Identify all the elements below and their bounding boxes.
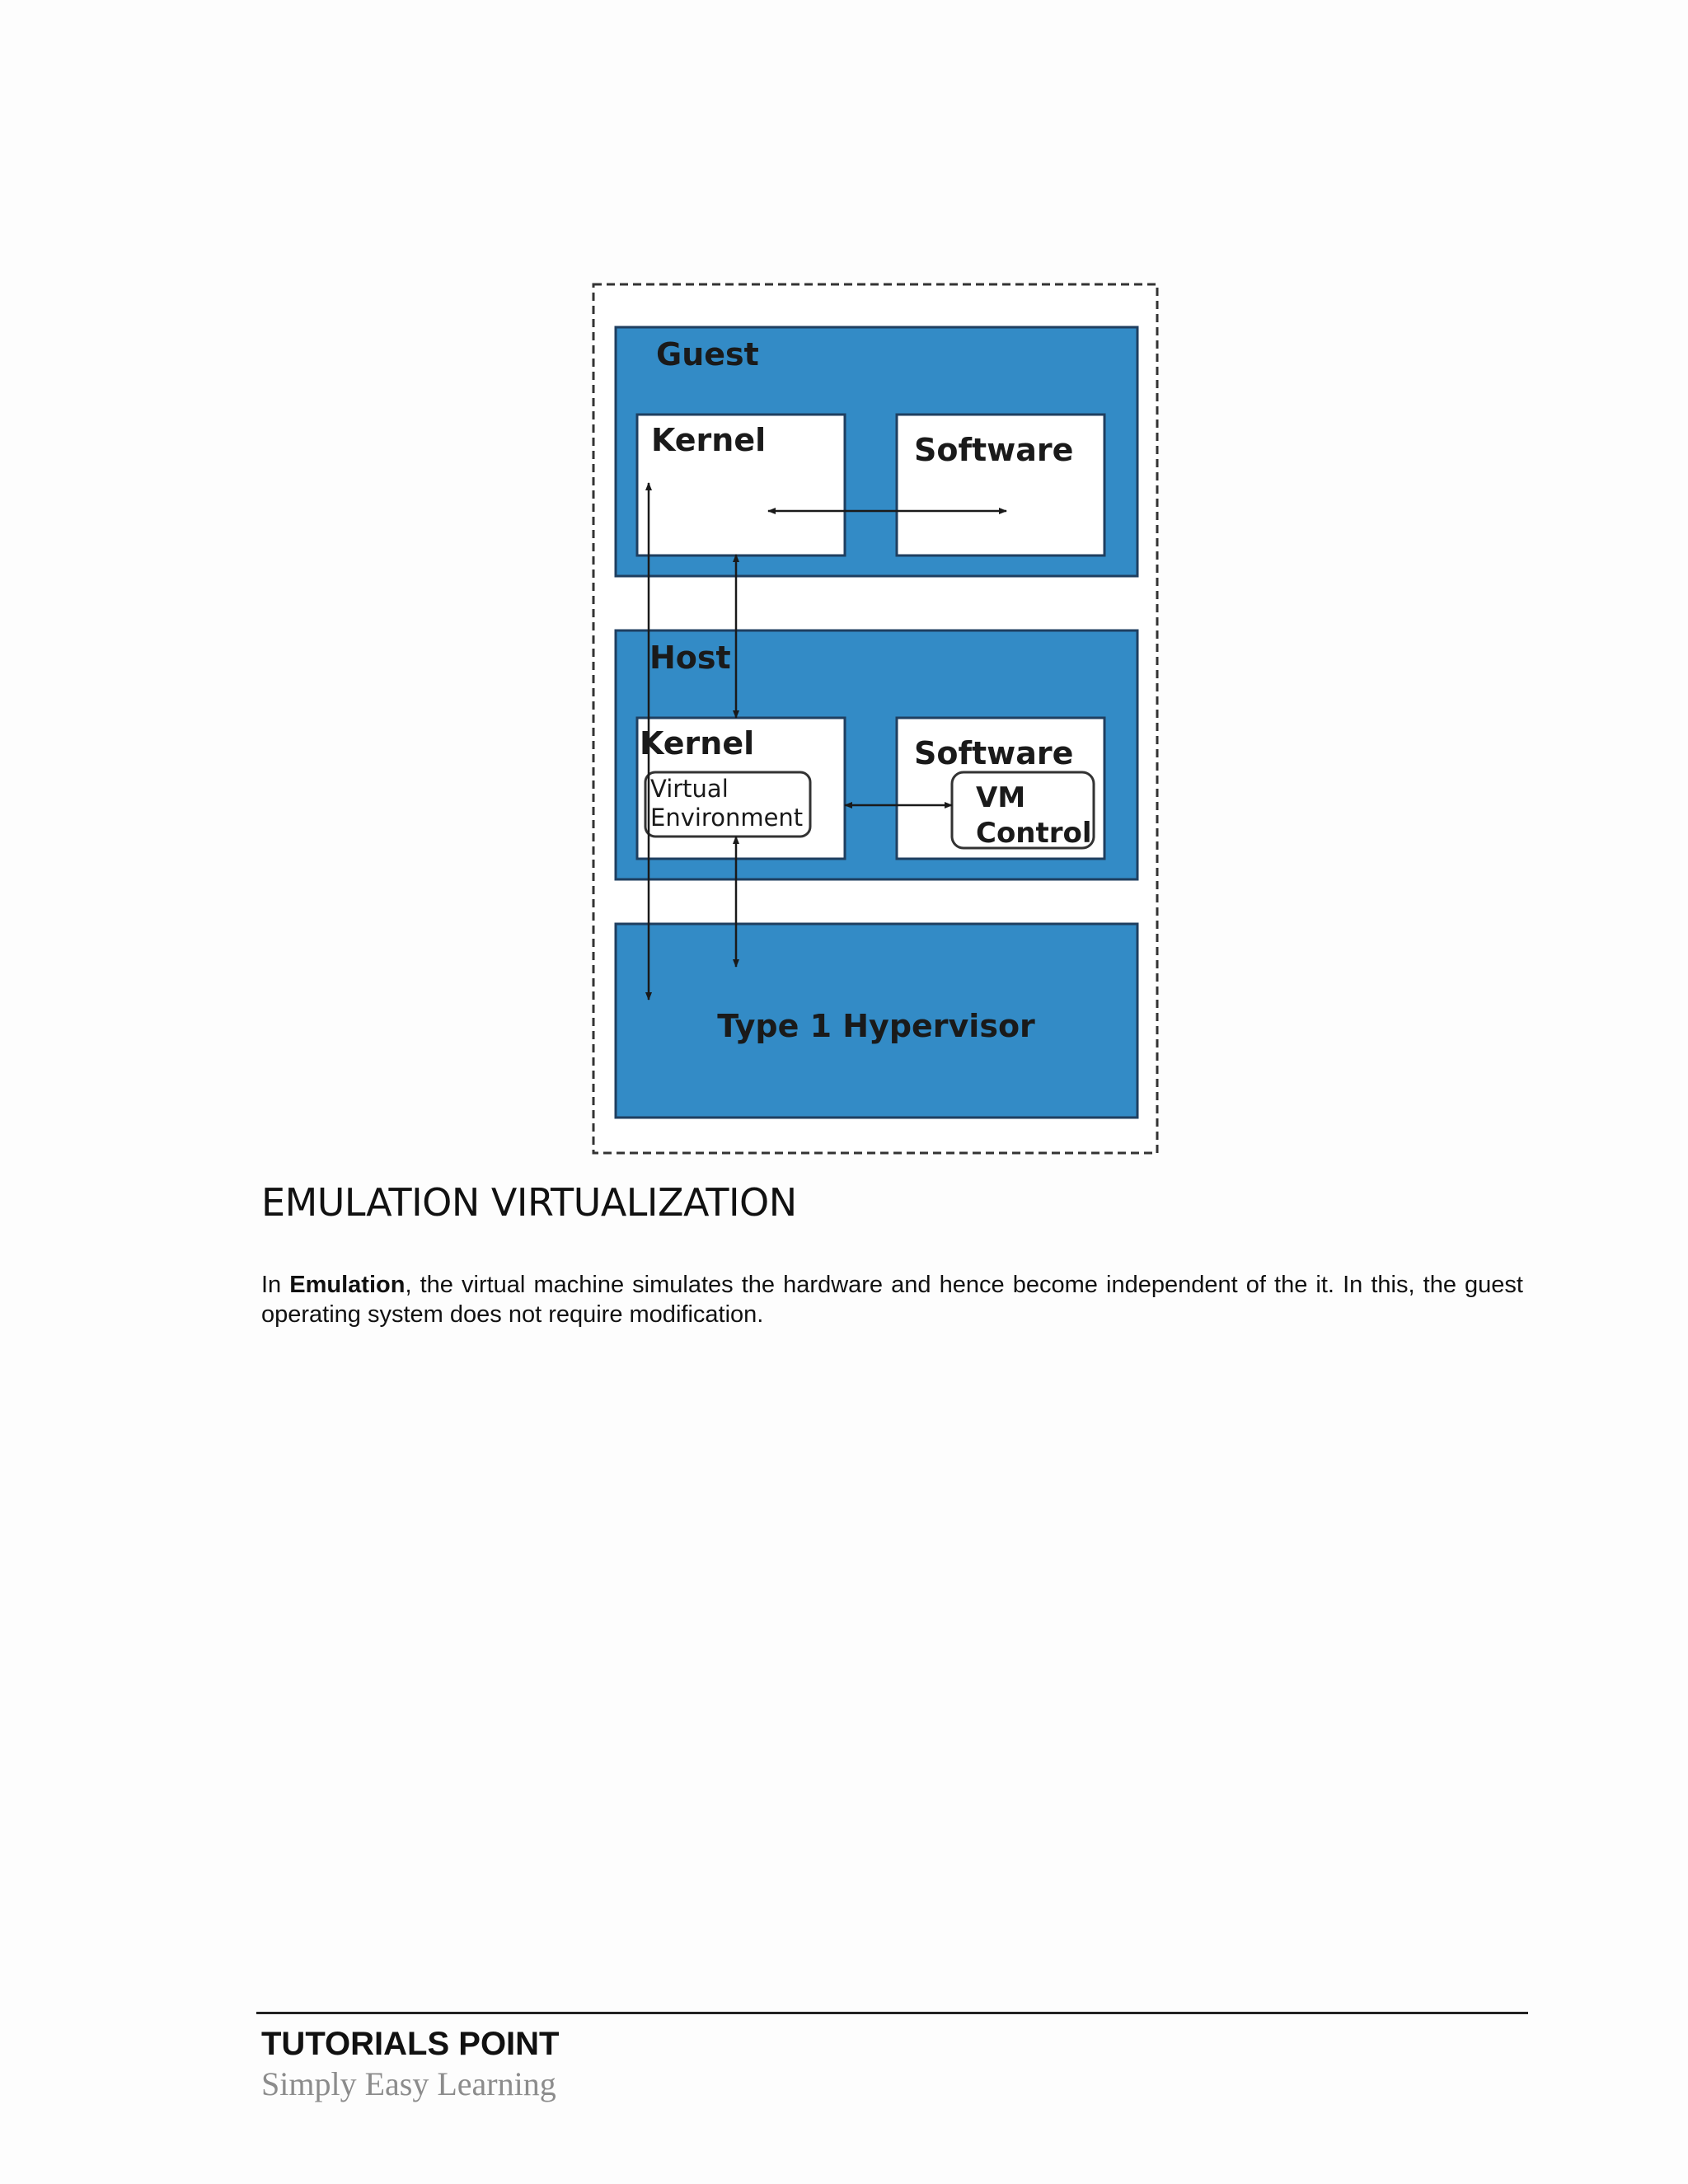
guest-title: Guest: [656, 336, 759, 373]
paragraph-bold-term: Emulation: [289, 1272, 406, 1298]
host-title: Host: [649, 640, 731, 676]
virtualization-diagram: [592, 283, 1159, 1155]
footer-tagline: Simply Easy Learning: [261, 2065, 556, 2102]
guest-layer: [616, 327, 1137, 576]
virtual-environment-label-line1: Virtual: [650, 775, 729, 803]
guest-kernel-label: Kernel: [651, 422, 767, 458]
section-heading: EMULATION VIRTUALIZATION: [261, 1180, 797, 1225]
virtual-environment-label-line2: Environment: [650, 804, 804, 832]
footer-brand: TUTORIALS POINT: [261, 2026, 560, 2062]
guest-software-label: Software: [914, 432, 1074, 468]
host-kernel-label: Kernel: [640, 725, 755, 762]
footer-divider: [256, 2012, 1528, 2014]
hypervisor-label: Type 1 Hypervisor: [717, 1008, 1035, 1044]
paragraph-rest: , the virtual machine simulates the hardware and hence become independent of the it. In this, the guest operating system does not require modification.: [261, 1272, 1523, 1328]
body-paragraph: [261, 1270, 1523, 1329]
vm-control-label-line2: Control: [976, 817, 1092, 850]
hypervisor-layer: [616, 924, 1137, 1118]
host-software-label: Software: [914, 735, 1074, 771]
paragraph-prefix: In: [261, 1272, 290, 1298]
vm-control-label-line1: VM: [976, 781, 1026, 814]
host-layer: [616, 630, 1137, 879]
